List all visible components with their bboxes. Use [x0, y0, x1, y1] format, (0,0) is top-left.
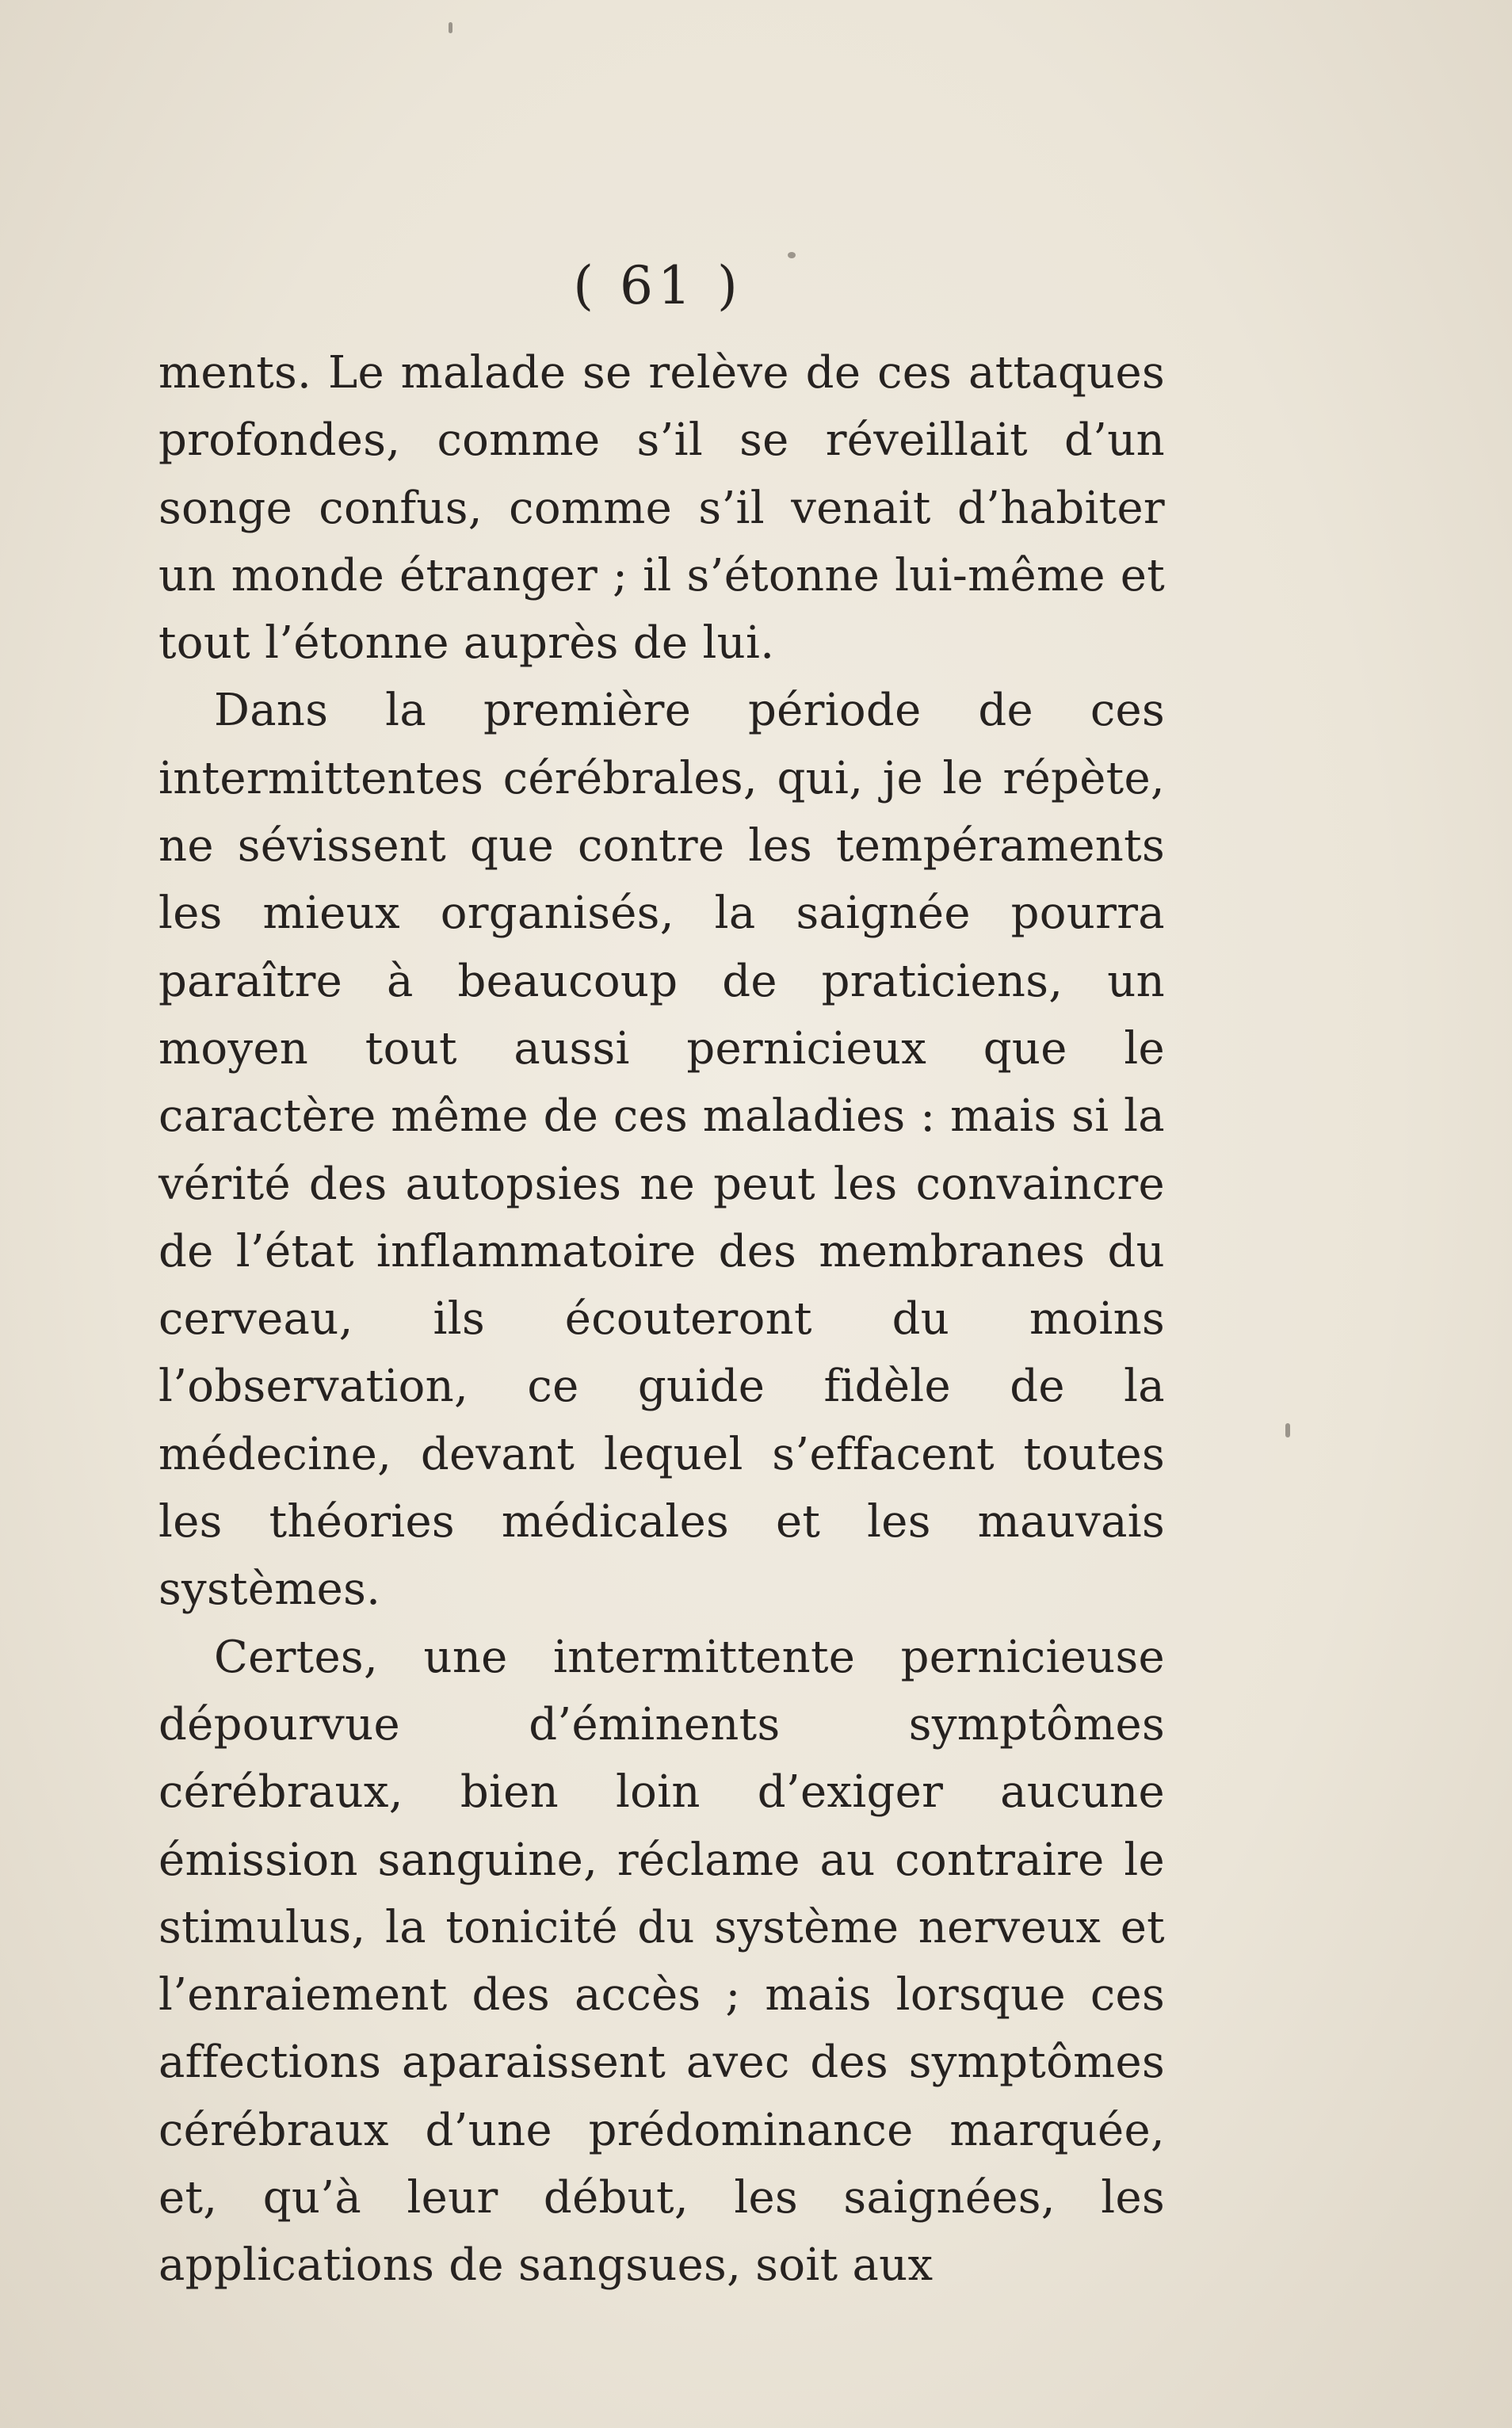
ink-speck — [1285, 1423, 1290, 1437]
paragraph-2: Dans la première période de ces intermittentes cérébrales, qui, je le répète, ne sévissent que contre les tempéraments les mieux organisés, la saignée pourra paraître à beaucoup de praticiens, un moyen tout aussi pernicieux que le caractère même de ces maladies : mais si la vérité des autopsies ne peut les convaincre de l’état inflammatoire des membranes du cerveau, ils écouteront du moins l’observation, ce guide fidèle de la médecine, devant lequel s’effacent toutes les théories médicales et les mauvais systèmes. — [158, 685, 1165, 1616]
ink-speck — [449, 22, 452, 33]
ink-speck — [788, 252, 796, 258]
paragraph-1: ments. Le malade se relève de ces attaques profondes, comme s’il se réveillait d’un songe confus, comme s’il venait d’habiter un monde étranger ; il s’étonne lui-même et tout l’étonne auprès de lui. — [158, 347, 1165, 670]
page-number: ( 61 ) — [573, 255, 743, 316]
paragraph-3: Certes, une intermittente pernicieuse dépourvue d’éminents symptômes cérébraux, bien loin d’exiger aucune émission sanguine, réclame au contraire le stimulus, la tonicité du système nerveux et l’enraiement des accès ; mais lorsque ces affections aparaissent avec des symptômes cérébraux d’une prédominance marquée, et, qu’à leur début, les saignées, les applications de sangsues, soit aux — [158, 1631, 1165, 2292]
body-text — [158, 339, 1165, 2300]
